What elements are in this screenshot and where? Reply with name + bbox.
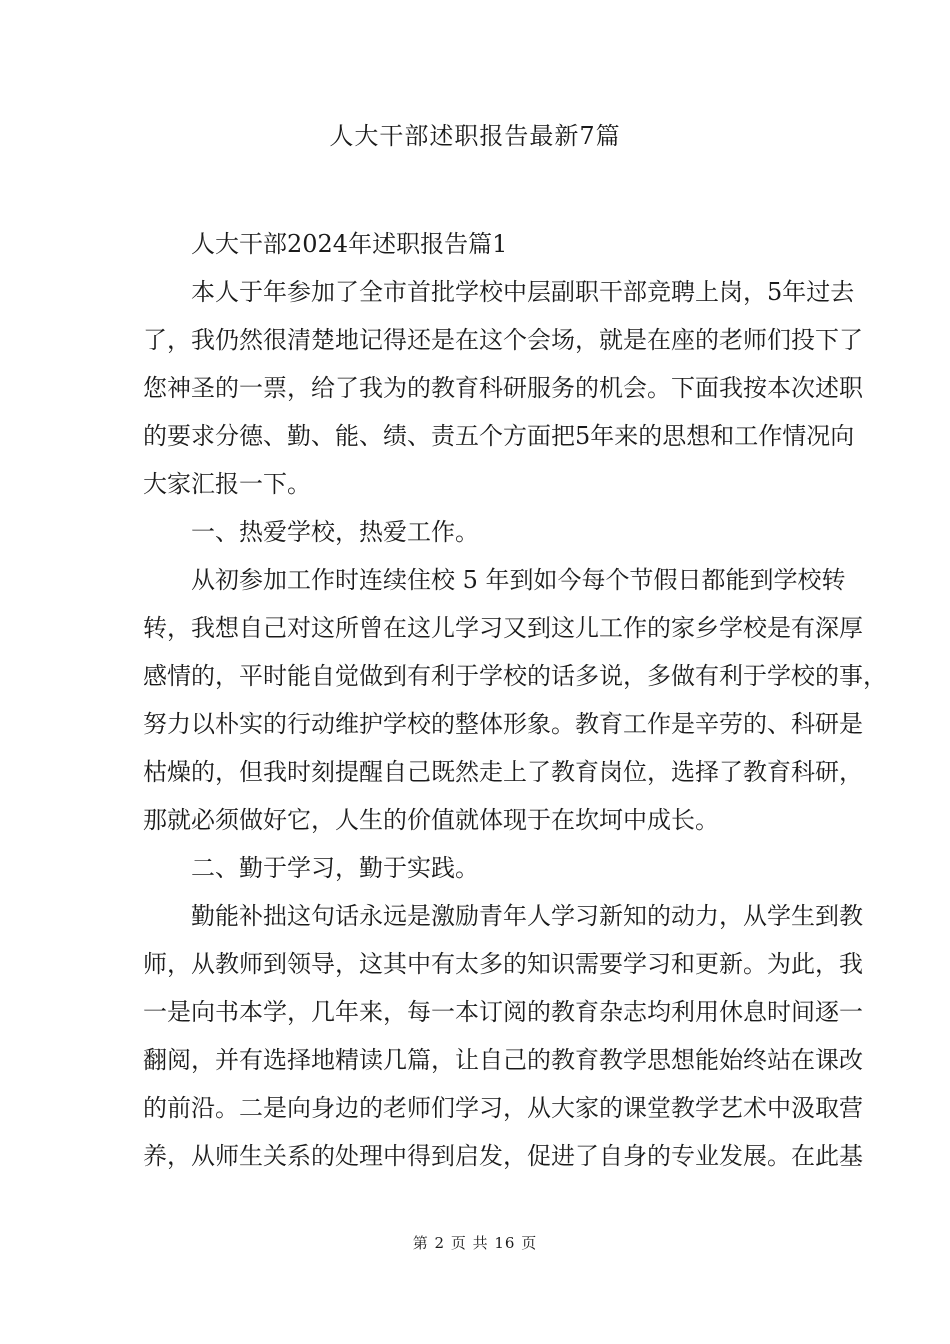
document-body bbox=[143, 220, 887, 1180]
paragraph-line: 本人于年参加了全市首批学校中层副职干部竞聘上岗，5年过去 bbox=[191, 278, 855, 306]
section-heading: 二、勤于学习，勤于实践。 bbox=[191, 854, 479, 882]
paragraph-line: 您神圣的一票，给了我为的教育科研服务的机会。下面我按本次述职 bbox=[143, 374, 863, 402]
paragraph-line: 养，从师生关系的处理中得到启发，促进了自身的专业发展。在此基 bbox=[143, 1142, 863, 1170]
paragraph-line: 了，我仍然很清楚地记得还是在这个会场，就是在座的老师们投下了 bbox=[143, 326, 863, 354]
section-heading: 一、热爱学校，热爱工作。 bbox=[191, 518, 479, 546]
paragraph-line: 翻阅，并有选择地精读几篇，让自己的教育教学思想能始终站在课改 bbox=[143, 1046, 863, 1074]
section-heading: 人大干部2024年述职报告篇1 bbox=[191, 230, 508, 258]
paragraph-line: 转，我想自己对这所曾在这儿学习又到这儿工作的家乡学校是有深厚 bbox=[143, 614, 863, 642]
paragraph-line: 那就必须做好它，人生的价值就体现于在坎坷中成长。 bbox=[143, 806, 719, 834]
paragraph-line: 的要求分德、勤、能、绩、责五个方面把5年来的思想和工作情况向 bbox=[143, 422, 855, 450]
paragraph-line: 从初参加工作时连续住校 5 年到如今每个节假日都能到学校转 bbox=[191, 566, 846, 594]
paragraph-line: 的前沿。二是向身边的老师们学习，从大家的课堂教学艺术中汲取营 bbox=[143, 1094, 863, 1122]
paragraph-line: 一是向书本学，几年来，每一本订阅的教育杂志均利用休息时间逐一 bbox=[143, 998, 863, 1026]
page-number: 第 2 页 共 16 页 bbox=[412, 1234, 538, 1252]
document-title: 人大干部述职报告最新7篇 bbox=[329, 122, 621, 150]
paragraph-line: 感情的，平时能自觉做到有利于学校的话多说，多做有利于学校的事， bbox=[143, 662, 887, 690]
paragraph-line: 大家汇报一下。 bbox=[143, 470, 311, 498]
paragraph-line: 枯燥的，但我时刻提醒自己既然走上了教育岗位，选择了教育科研， bbox=[143, 758, 863, 786]
paragraph-line: 师，从教师到领导，这其中有太多的知识需要学习和更新。为此，我 bbox=[143, 950, 863, 978]
paragraph-line: 勤能补拙这句话永远是激励青年人学习新知的动力，从学生到教 bbox=[191, 902, 863, 930]
paragraph-line: 努力以朴实的行动维护学校的整体形象。教育工作是辛劳的、科研是 bbox=[143, 710, 863, 738]
